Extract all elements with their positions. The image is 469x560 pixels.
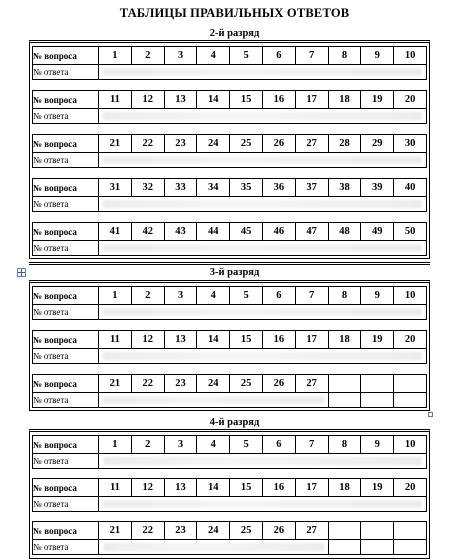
page-title: ТАБЛИЦЫ ПРАВИЛЬНЫХ ОТВЕТОВ bbox=[119, 6, 350, 20]
answer-row bbox=[33, 197, 427, 212]
question-number: 8 bbox=[328, 287, 361, 305]
answer-label: № ответа bbox=[33, 305, 99, 320]
empty-cell bbox=[328, 375, 361, 393]
question-number: 27 bbox=[295, 522, 328, 540]
question-number: 2 bbox=[131, 47, 164, 65]
answer-label: № ответа bbox=[33, 497, 99, 512]
question-number: 27 bbox=[295, 375, 328, 393]
question-number: 14 bbox=[197, 91, 230, 109]
question-row bbox=[33, 287, 427, 305]
answer-label: № ответа bbox=[33, 197, 99, 212]
redacted-answers bbox=[103, 308, 422, 316]
answer-table bbox=[32, 90, 427, 124]
answer-table bbox=[32, 435, 427, 469]
question-number: 39 bbox=[361, 179, 394, 197]
question-row bbox=[33, 179, 427, 197]
question-number: 5 bbox=[230, 436, 263, 454]
question-label: № вопроса bbox=[33, 522, 99, 540]
question-number: 8 bbox=[328, 436, 361, 454]
answer-cell-redacted[interactable] bbox=[99, 305, 427, 320]
question-number: 14 bbox=[197, 331, 230, 349]
redacted-answers bbox=[103, 396, 324, 404]
question-number: 49 bbox=[361, 223, 394, 241]
answer-row bbox=[33, 109, 427, 124]
question-number: 23 bbox=[164, 135, 197, 153]
answer-table bbox=[32, 374, 427, 408]
question-number: 26 bbox=[262, 522, 295, 540]
question-row bbox=[33, 522, 427, 540]
answer-label: № ответа bbox=[33, 109, 99, 124]
question-number: 40 bbox=[394, 179, 427, 197]
question-number: 18 bbox=[328, 331, 361, 349]
question-number: 13 bbox=[164, 479, 197, 497]
answer-cell-redacted[interactable] bbox=[99, 241, 427, 256]
empty-cell bbox=[361, 375, 394, 393]
question-number: 13 bbox=[164, 91, 197, 109]
answer-table bbox=[32, 286, 427, 320]
answer-row bbox=[33, 540, 427, 555]
question-block bbox=[32, 90, 427, 124]
question-number: 4 bbox=[197, 287, 230, 305]
question-number: 21 bbox=[99, 522, 132, 540]
question-label: № вопроса bbox=[33, 436, 99, 454]
question-row bbox=[33, 223, 427, 241]
question-number: 15 bbox=[230, 331, 263, 349]
question-block bbox=[32, 330, 427, 364]
answer-table bbox=[32, 330, 427, 364]
question-block bbox=[32, 374, 427, 408]
answer-table bbox=[32, 178, 427, 212]
question-number: 18 bbox=[328, 479, 361, 497]
question-number: 2 bbox=[131, 287, 164, 305]
question-label: № вопроса bbox=[33, 179, 99, 197]
answer-table bbox=[32, 521, 427, 555]
question-block bbox=[32, 178, 427, 212]
question-number: 17 bbox=[295, 479, 328, 497]
question-number: 13 bbox=[164, 331, 197, 349]
answer-label: № ответа bbox=[33, 540, 99, 555]
question-number: 31 bbox=[99, 179, 132, 197]
question-number: 6 bbox=[262, 436, 295, 454]
answer-row bbox=[33, 241, 427, 256]
section-heading-4: 4-й разряд bbox=[209, 417, 260, 428]
question-number: 33 bbox=[164, 179, 197, 197]
question-number: 12 bbox=[131, 91, 164, 109]
question-number: 7 bbox=[295, 287, 328, 305]
question-number: 6 bbox=[262, 287, 295, 305]
redacted-answers bbox=[103, 352, 422, 360]
question-number: 7 bbox=[295, 436, 328, 454]
empty-cell bbox=[328, 393, 361, 408]
redacted-answers bbox=[103, 156, 422, 164]
question-number: 11 bbox=[99, 479, 132, 497]
question-number: 23 bbox=[164, 375, 197, 393]
question-number: 11 bbox=[99, 331, 132, 349]
question-number: 20 bbox=[394, 331, 427, 349]
question-number: 26 bbox=[262, 375, 295, 393]
question-number: 34 bbox=[197, 179, 230, 197]
question-block bbox=[32, 286, 427, 320]
answer-cell-redacted[interactable] bbox=[99, 454, 427, 469]
question-number: 15 bbox=[230, 91, 263, 109]
answer-row bbox=[33, 454, 427, 469]
answer-label: № ответа bbox=[33, 454, 99, 469]
question-number: 22 bbox=[131, 375, 164, 393]
question-label: № вопроса bbox=[33, 223, 99, 241]
redacted-answers bbox=[103, 112, 422, 120]
question-block bbox=[32, 222, 427, 256]
question-number: 27 bbox=[295, 135, 328, 153]
question-number: 37 bbox=[295, 179, 328, 197]
question-row bbox=[33, 91, 427, 109]
answer-frame-2 bbox=[29, 40, 430, 259]
answer-row bbox=[33, 153, 427, 168]
question-number: 36 bbox=[262, 179, 295, 197]
question-number: 47 bbox=[295, 223, 328, 241]
question-number: 44 bbox=[197, 223, 230, 241]
question-number: 1 bbox=[99, 287, 132, 305]
question-block bbox=[32, 46, 427, 80]
redacted-answers bbox=[103, 543, 324, 551]
answer-cell-redacted[interactable] bbox=[99, 349, 427, 364]
question-number: 10 bbox=[394, 47, 427, 65]
answer-cell-redacted[interactable] bbox=[99, 109, 427, 124]
question-number: 50 bbox=[394, 223, 427, 241]
redacted-answers bbox=[103, 500, 422, 508]
question-number: 12 bbox=[131, 331, 164, 349]
redacted-answers bbox=[103, 200, 422, 208]
question-label: № вопроса bbox=[33, 135, 99, 153]
question-number: 20 bbox=[394, 91, 427, 109]
answer-frame-3 bbox=[29, 280, 430, 411]
question-number: 21 bbox=[99, 135, 132, 153]
question-number: 16 bbox=[262, 91, 295, 109]
question-number: 23 bbox=[164, 522, 197, 540]
question-block bbox=[32, 134, 427, 168]
question-number: 35 bbox=[230, 179, 263, 197]
question-number: 20 bbox=[394, 479, 427, 497]
question-number: 28 bbox=[328, 135, 361, 153]
empty-cell bbox=[394, 522, 427, 540]
answer-table bbox=[32, 222, 427, 256]
question-number: 2 bbox=[131, 436, 164, 454]
move-arrows-icon[interactable] bbox=[17, 268, 26, 277]
question-number: 48 bbox=[328, 223, 361, 241]
question-number: 10 bbox=[394, 287, 427, 305]
question-number: 10 bbox=[394, 436, 427, 454]
question-number: 1 bbox=[99, 436, 132, 454]
section-separator bbox=[29, 262, 430, 265]
question-label: № вопроса bbox=[33, 375, 99, 393]
answer-label: № ответа bbox=[33, 153, 99, 168]
question-number: 15 bbox=[230, 479, 263, 497]
question-number: 4 bbox=[197, 47, 230, 65]
question-number: 9 bbox=[361, 287, 394, 305]
question-label: № вопроса bbox=[33, 287, 99, 305]
empty-cell bbox=[394, 393, 427, 408]
answer-row bbox=[33, 65, 427, 80]
question-number: 32 bbox=[131, 179, 164, 197]
question-number: 22 bbox=[131, 522, 164, 540]
answer-cell-redacted[interactable] bbox=[99, 153, 427, 168]
answer-label: № ответа bbox=[33, 393, 99, 408]
question-number: 24 bbox=[197, 135, 230, 153]
empty-cell bbox=[394, 375, 427, 393]
question-number: 25 bbox=[230, 375, 263, 393]
empty-cell bbox=[361, 522, 394, 540]
answer-cell-redacted[interactable] bbox=[99, 393, 329, 408]
question-block bbox=[32, 478, 427, 512]
question-number: 3 bbox=[164, 436, 197, 454]
redacted-answers bbox=[103, 68, 422, 76]
question-label: № вопроса bbox=[33, 331, 99, 349]
answer-label: № ответа bbox=[33, 241, 99, 256]
empty-cell bbox=[394, 540, 427, 555]
question-row bbox=[33, 135, 427, 153]
question-number: 5 bbox=[230, 47, 263, 65]
answer-cell-redacted[interactable] bbox=[99, 65, 427, 80]
question-number: 4 bbox=[197, 436, 230, 454]
answer-label: № ответа bbox=[33, 65, 99, 80]
question-number: 11 bbox=[99, 91, 132, 109]
question-number: 16 bbox=[262, 479, 295, 497]
question-label: № вопроса bbox=[33, 479, 99, 497]
question-number: 12 bbox=[131, 479, 164, 497]
question-number: 21 bbox=[99, 375, 132, 393]
question-row bbox=[33, 47, 427, 65]
answer-label: № ответа bbox=[33, 349, 99, 364]
answer-table bbox=[32, 478, 427, 512]
question-number: 43 bbox=[164, 223, 197, 241]
question-number: 6 bbox=[262, 47, 295, 65]
resize-handle-icon[interactable] bbox=[428, 412, 433, 417]
empty-cell bbox=[361, 393, 394, 408]
question-number: 9 bbox=[361, 436, 394, 454]
answer-table bbox=[32, 134, 427, 168]
question-number: 22 bbox=[131, 135, 164, 153]
question-number: 3 bbox=[164, 287, 197, 305]
question-number: 24 bbox=[197, 375, 230, 393]
answer-row bbox=[33, 349, 427, 364]
question-number: 45 bbox=[230, 223, 263, 241]
question-row bbox=[33, 375, 427, 393]
question-number: 25 bbox=[230, 522, 263, 540]
question-number: 3 bbox=[164, 47, 197, 65]
redacted-answers bbox=[103, 457, 422, 465]
answer-cell-redacted[interactable] bbox=[99, 497, 427, 512]
question-number: 19 bbox=[361, 331, 394, 349]
redacted-answers bbox=[103, 244, 422, 252]
answer-row bbox=[33, 497, 427, 512]
answer-frame-4 bbox=[29, 429, 430, 559]
question-label: № вопроса bbox=[33, 91, 99, 109]
section-heading-2: 2-й разряд bbox=[209, 28, 260, 39]
question-number: 42 bbox=[131, 223, 164, 241]
answer-cell-redacted[interactable] bbox=[99, 197, 427, 212]
empty-cell bbox=[361, 540, 394, 555]
question-number: 18 bbox=[328, 91, 361, 109]
question-number: 5 bbox=[230, 287, 263, 305]
question-number: 19 bbox=[361, 91, 394, 109]
question-number: 14 bbox=[197, 479, 230, 497]
question-block bbox=[32, 521, 427, 555]
answer-row bbox=[33, 305, 427, 320]
question-row bbox=[33, 479, 427, 497]
section-heading-3: 3-й разряд bbox=[209, 267, 260, 278]
question-number: 46 bbox=[262, 223, 295, 241]
question-number: 24 bbox=[197, 522, 230, 540]
question-number: 17 bbox=[295, 91, 328, 109]
answer-table bbox=[32, 46, 427, 80]
question-number: 16 bbox=[262, 331, 295, 349]
question-number: 7 bbox=[295, 47, 328, 65]
question-row bbox=[33, 331, 427, 349]
question-number: 29 bbox=[361, 135, 394, 153]
question-number: 9 bbox=[361, 47, 394, 65]
question-number: 25 bbox=[230, 135, 263, 153]
question-number: 26 bbox=[262, 135, 295, 153]
empty-cell bbox=[328, 540, 361, 555]
question-row bbox=[33, 436, 427, 454]
question-number: 1 bbox=[99, 47, 132, 65]
question-number: 30 bbox=[394, 135, 427, 153]
question-label: № вопроса bbox=[33, 47, 99, 65]
question-number: 41 bbox=[99, 223, 132, 241]
question-number: 19 bbox=[361, 479, 394, 497]
question-number: 38 bbox=[328, 179, 361, 197]
question-number: 17 bbox=[295, 331, 328, 349]
answer-row bbox=[33, 393, 427, 408]
question-block bbox=[32, 435, 427, 469]
empty-cell bbox=[328, 522, 361, 540]
question-number: 8 bbox=[328, 47, 361, 65]
answer-cell-redacted[interactable] bbox=[99, 540, 329, 555]
